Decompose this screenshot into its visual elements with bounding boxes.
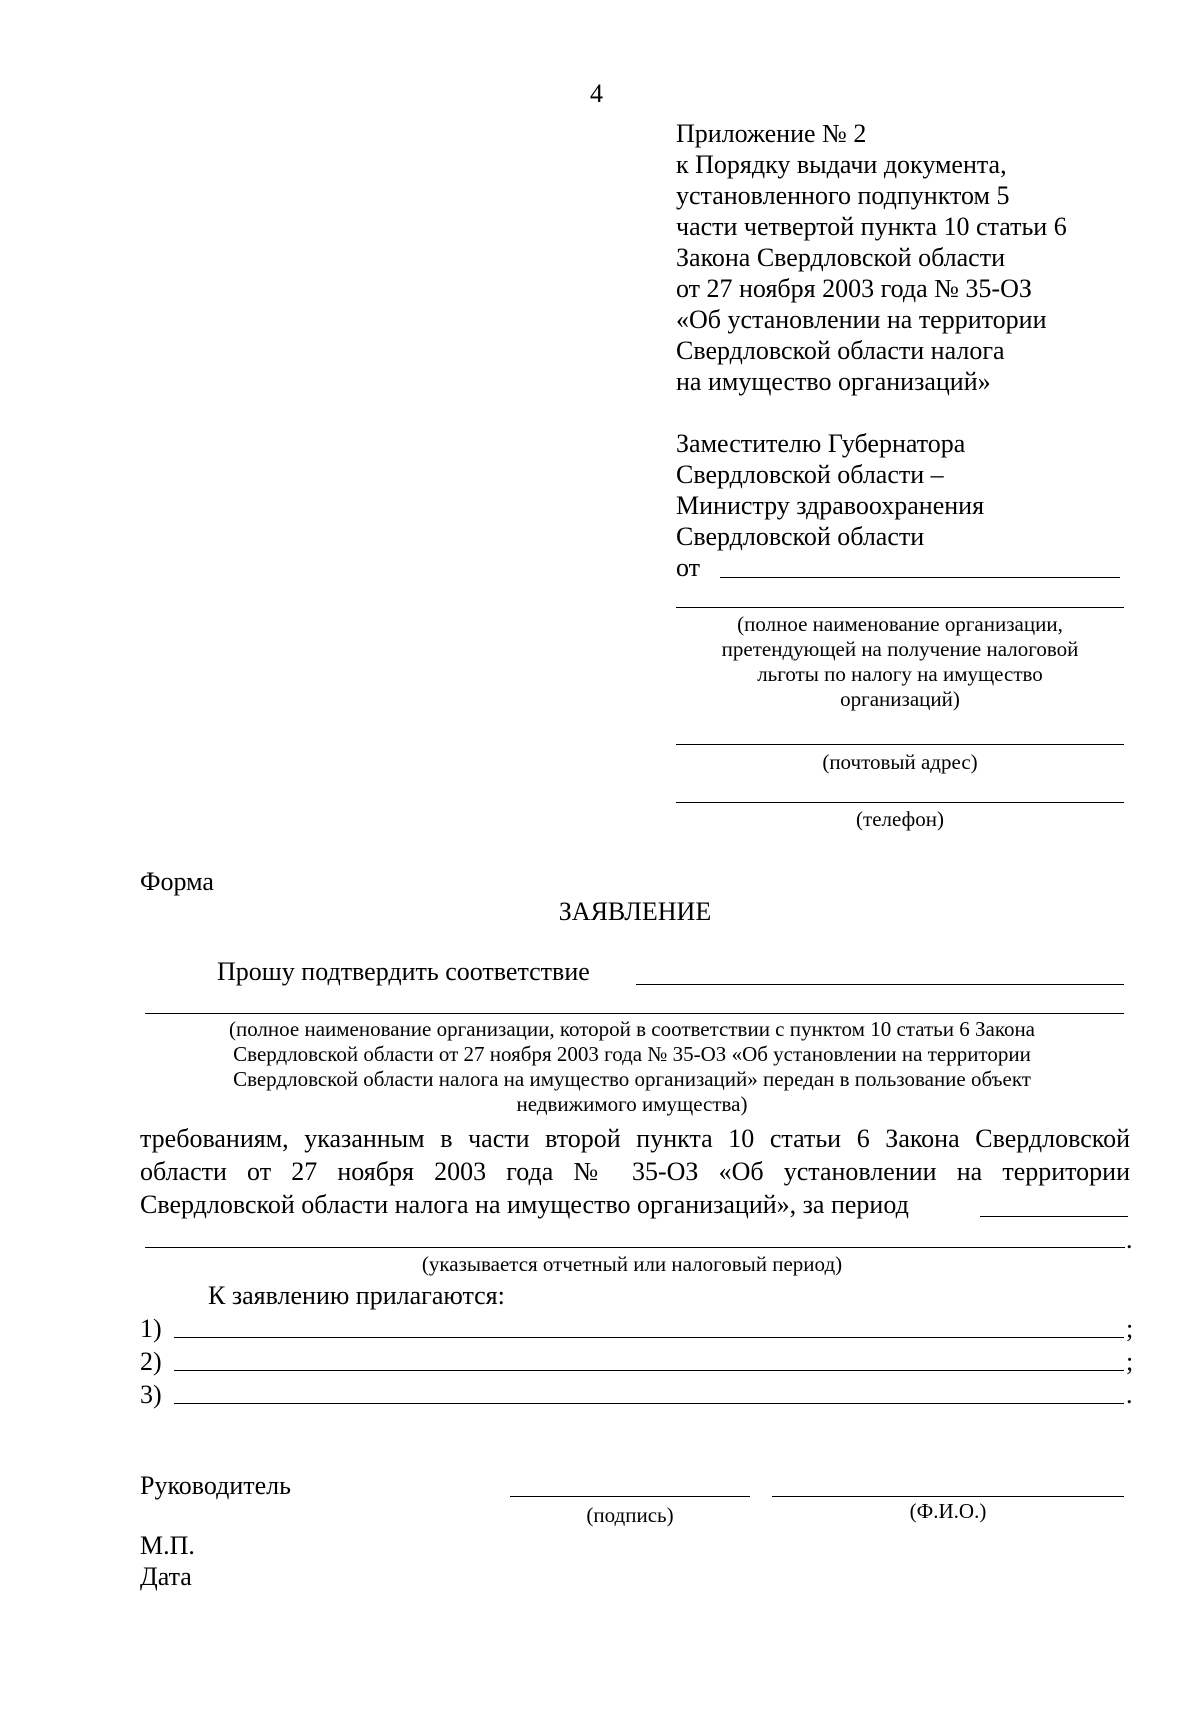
request-org-field-line[interactable] [636, 984, 1124, 985]
from-label: от [676, 553, 701, 582]
appendix-line: к Порядку выдачи документа, [676, 150, 1007, 179]
org-full-caption-line: (полное наименование организации, которой в соответствии с пунктом 10 статьи 6 Закона [228, 1017, 1036, 1041]
org-full-caption [140, 1017, 1124, 1117]
org-full-caption-line: Свердловской области налога на имущество организаций» передан в пользование объект [233, 1067, 1031, 1091]
period-end: . [1126, 1225, 1133, 1254]
appendix-block [676, 118, 1156, 397]
attachment-field-line[interactable] [174, 1370, 1124, 1371]
attachment-end: . [1126, 1380, 1133, 1409]
request-start: Прошу подтвердить соответствие [217, 957, 590, 986]
phone-caption: (телефон) [856, 807, 944, 831]
org-caption-line: претендующей на получение налоговой [721, 637, 1079, 661]
addressee-line: Свердловской области – [676, 460, 944, 489]
addressee-block [676, 428, 1156, 552]
body-line: требованиям, указанным в части второй пункта 10 статьи 6 Закона Свердловской [140, 1124, 1130, 1153]
period-caption: (указывается отчетный или налоговый период) [421, 1252, 843, 1276]
addressee-line: Заместителю Губернатора [676, 429, 966, 458]
postal-field-line[interactable] [676, 744, 1124, 745]
appendix-line: на имущество организаций» [676, 367, 991, 396]
period-field-line-2[interactable] [145, 1247, 1125, 1248]
appendix-line: Закона Свердловской области [676, 243, 1005, 272]
org-caption-line: льготы по налогу на имущество [757, 662, 1043, 686]
stamp-label: М.П. [140, 1531, 195, 1560]
signature-caption: (подпись) [586, 1503, 674, 1527]
org-name-field-line[interactable] [676, 607, 1124, 608]
attachment-number: 3) [140, 1380, 162, 1409]
fio-field-line[interactable] [772, 1496, 1124, 1497]
body-line: Свердловской области налога на имущество организаций», за период [140, 1190, 909, 1219]
fio-caption: (Ф.И.О.) [909, 1499, 987, 1523]
attachment-number: 2) [140, 1347, 162, 1376]
org-full-caption-line: Свердловской области от 27 ноября 2003 года № 35-ОЗ «Об установлении на территории [233, 1042, 1031, 1066]
form-label: Форма [140, 867, 214, 896]
attachment-number: 1) [140, 1314, 162, 1343]
head-label: Руководитель [140, 1471, 291, 1500]
from-field-line[interactable] [720, 577, 1120, 578]
org-caption-line: организаций) [840, 687, 960, 711]
attachments-label: К заявлению прилагаются: [208, 1281, 505, 1310]
attachment-field-line[interactable] [174, 1403, 1124, 1404]
attachment-end: ; [1126, 1347, 1134, 1376]
period-field-line[interactable] [980, 1216, 1128, 1217]
page-number: 4 [590, 79, 603, 108]
appendix-line: Свердловской области налога [676, 336, 1005, 365]
date-label: Дата [140, 1562, 192, 1591]
appendix-line: Приложение № 2 [676, 119, 867, 148]
org-caption-line: (полное наименование организации, [737, 612, 1063, 636]
appendix-line: части четвертой пункта 10 статьи 6 [676, 212, 1067, 241]
postal-caption: (почтовый адрес) [822, 750, 978, 774]
signature-field-line[interactable] [510, 1496, 750, 1497]
body-line: области от 27 ноября 2003 года № 35-ОЗ «Об установлении на территории [140, 1157, 1130, 1186]
org-caption [676, 612, 1124, 712]
attachment-field-line[interactable] [174, 1337, 1124, 1338]
addressee-line: Министру здравоохранения [676, 491, 985, 520]
attachment-end: ; [1126, 1314, 1134, 1343]
request-org-field-line-2[interactable] [145, 1013, 1124, 1014]
appendix-line: «Об установлении на территории [676, 305, 1047, 334]
org-full-caption-line: недвижимого имущества) [516, 1092, 748, 1116]
document-title: ЗАЯВЛЕНИЕ [558, 897, 712, 926]
phone-field-line[interactable] [676, 802, 1124, 803]
appendix-line: от 27 ноября 2003 года № 35-ОЗ [676, 274, 1032, 303]
appendix-line: установленного подпунктом 5 [676, 181, 1010, 210]
addressee-line: Свердловской области [676, 522, 925, 551]
